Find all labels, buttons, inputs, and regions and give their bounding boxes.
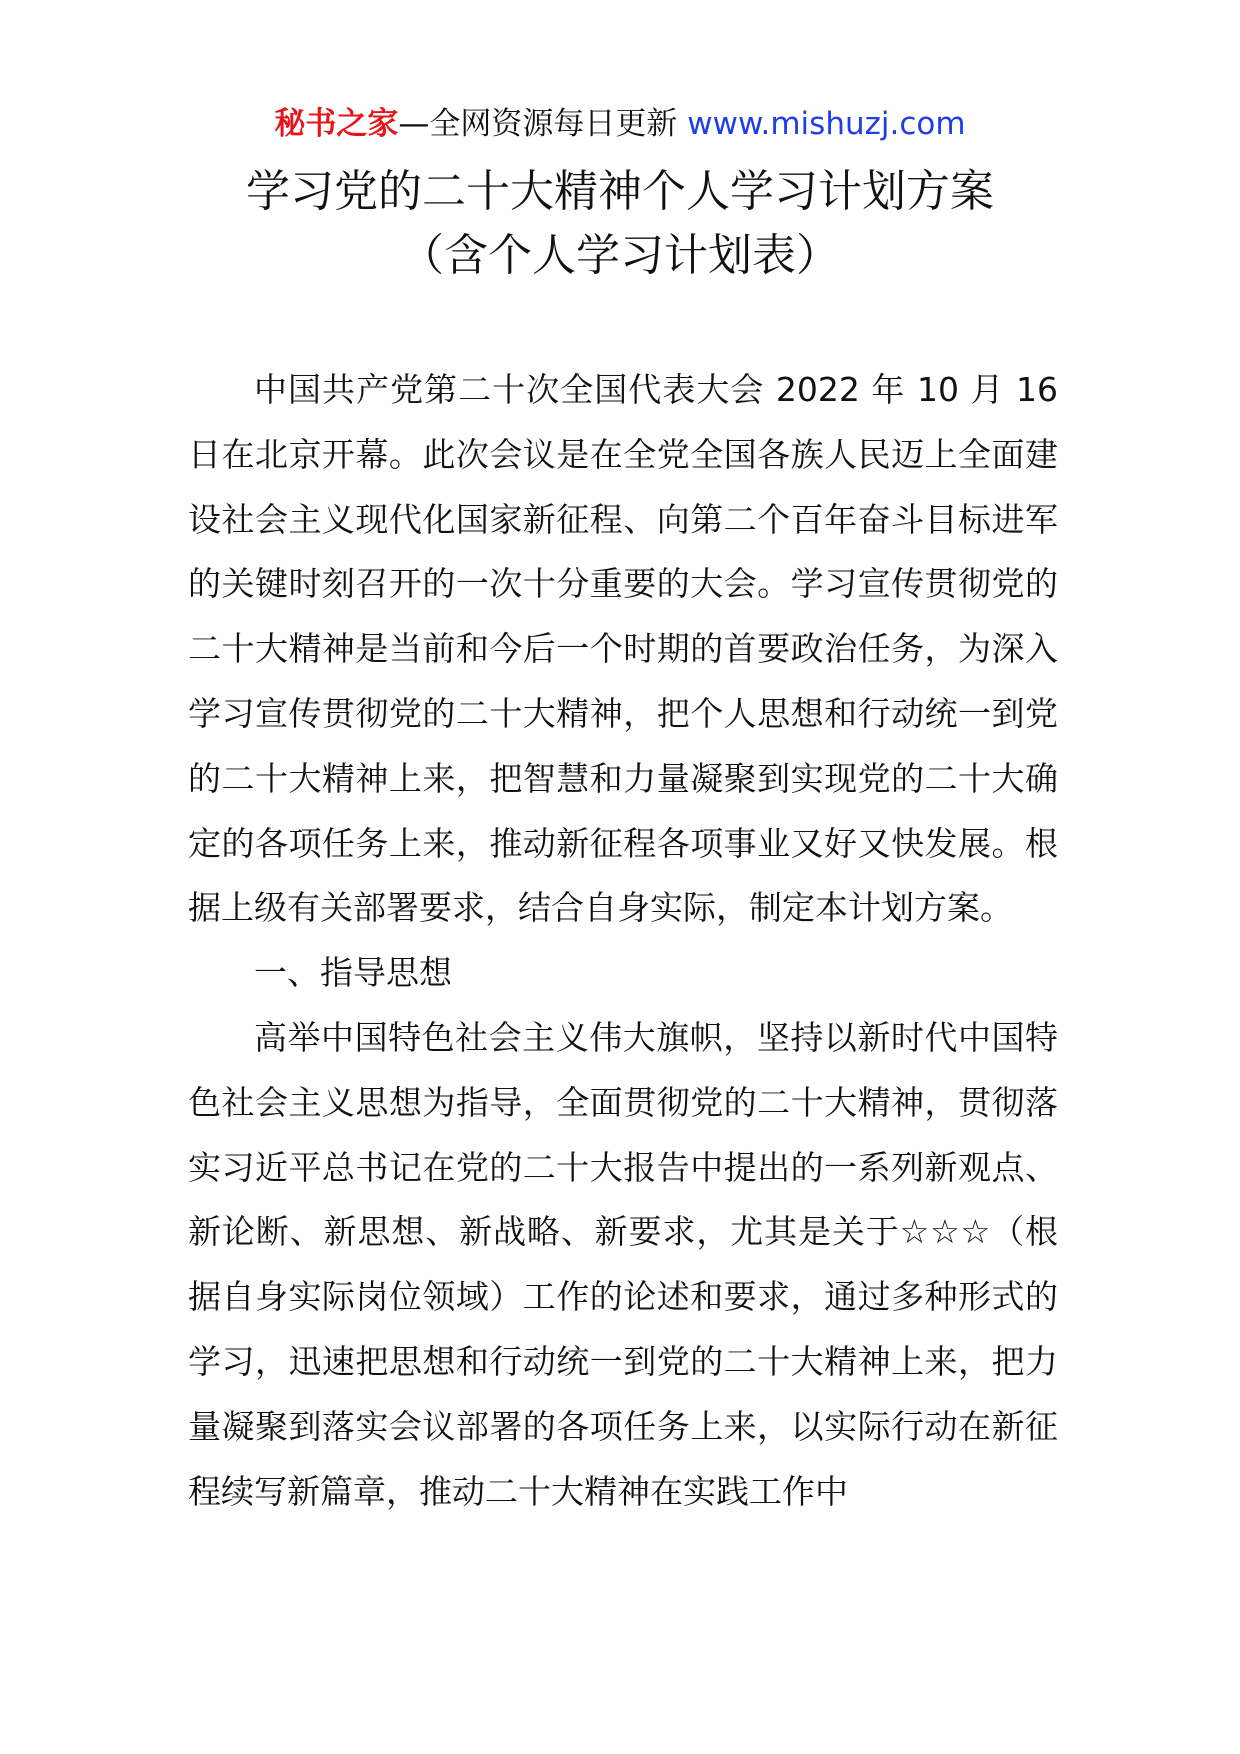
document-title: 学习党的二十大精神个人学习计划方案 (246, 166, 994, 217)
intro-paragraph: 中国共产党第二十次全国代表大会 2022 年 10 月 16 日在北京开幕。此次会议是在全党全国各族人民迈上全面建设社会主义现代化国家新征程、向第二个百年奋斗目标进军的关键时刻召开的一次十分重要的大会。学习宣传贯彻党的二十大精神是当前和今后一个时期的首要政治任务，为深入学习宣传贯彻党的二十大精神，把个人思想和行动统一到党的二十大精神上来，把智慧和力量凝聚到实现党的二十大确定的各项任务上来，推动新征程各项事业又好又快发展。根据上级有关部署要求，结合自身实际，制定本计划方案。 (188, 370, 1058, 928)
site-url-link[interactable]: www.mishuzj.com (687, 106, 966, 142)
brand-name: 秘书之家 (274, 106, 399, 142)
document-subtitle: （含个人学习计划表） (400, 230, 840, 281)
document-body (188, 358, 1058, 1524)
site-header (0, 104, 1240, 144)
guiding-ideology-paragraph: 高举中国特色社会主义伟大旗帜，坚持以新时代中国特色社会主义思想为指导，全面贯彻党的二十大精神，贯彻落实习近平总书记在党的二十大报告中提出的一系列新观点、新论断、新思想、新战略、新要求，尤其是关于☆☆☆（根据自身实际岗位领域）工作的论述和要求，通过多种形式的学习，迅速把思想和行动统一到党的二十大精神上来，把力量凝聚到落实会议部署的各项任务上来，以实际行动在新征程续写新篇章，推动二十大精神在实践工作中 (188, 1017, 1058, 1511)
section-heading-guiding-ideology: 一、指导思想 (254, 953, 452, 993)
header-tagline: —全网资源每日更新 (398, 106, 678, 142)
